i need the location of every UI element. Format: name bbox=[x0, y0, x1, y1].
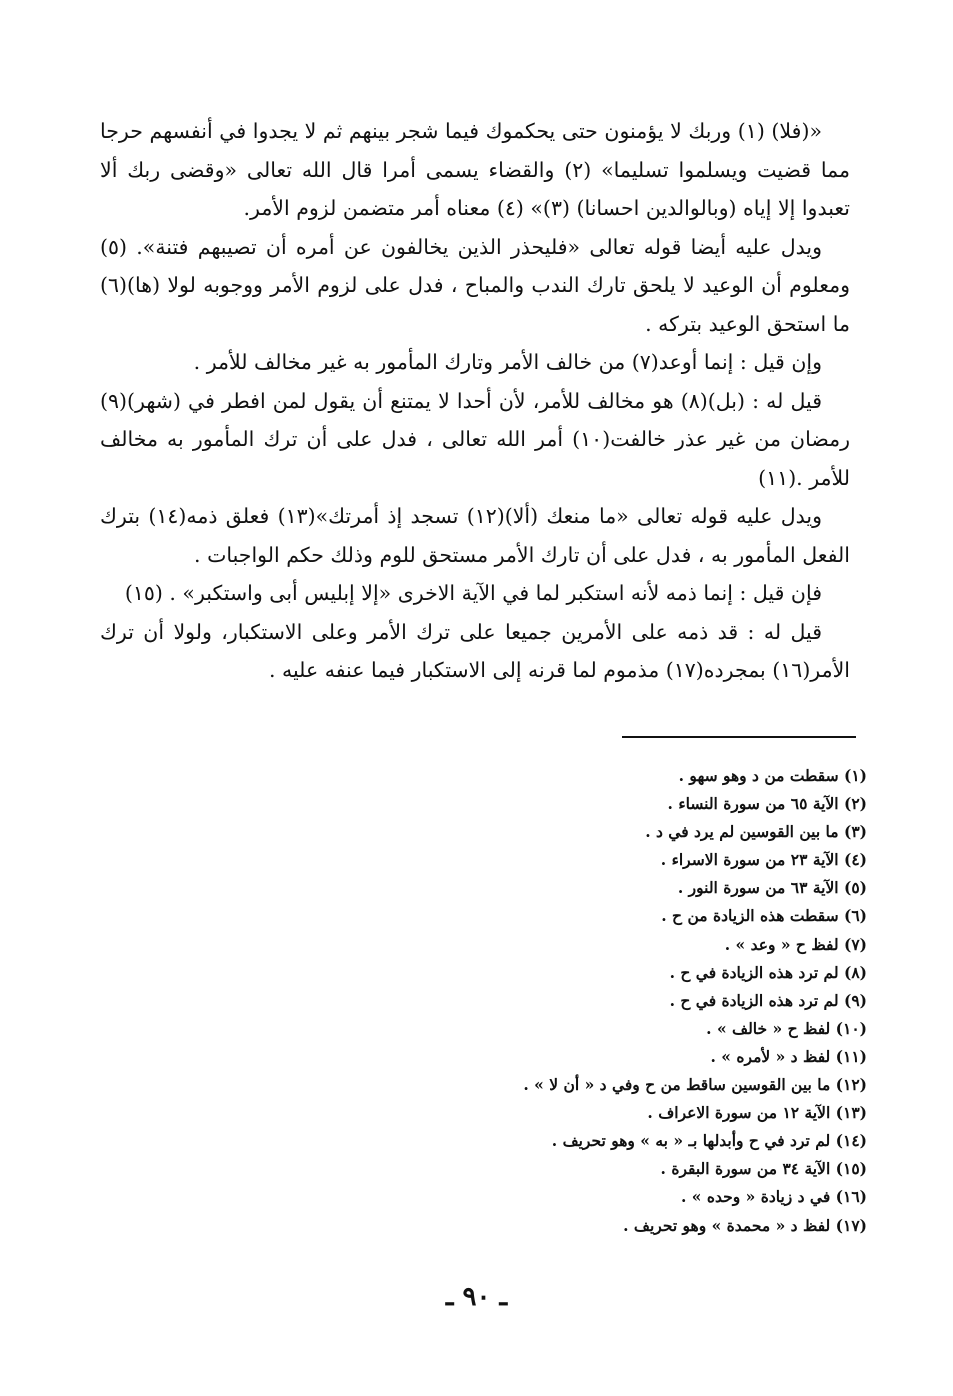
footnote-separator bbox=[622, 736, 856, 738]
page-number: ـ ٩٠ ـ bbox=[445, 1282, 508, 1312]
footnote: (١١) لفظ د « لأمره » . bbox=[710, 1046, 867, 1066]
footnote: (٢) الآية ٦٥ من سورة النساء . bbox=[667, 794, 867, 814]
footnote: (١٥) الآية ٣٤ من سورة البقرة . bbox=[660, 1159, 867, 1179]
footnote: (١٣) الآية ١٢ من سورة الاعراف . bbox=[647, 1103, 867, 1123]
footnote: (١) سقطت من د وهو سهو . bbox=[678, 766, 867, 785]
footnote: (١٢) ما بين القوسين ساقط من ح وفي د « أن لا » . bbox=[523, 1075, 867, 1095]
footnote: (٩) لم ترد هذه الزيادة في ح . bbox=[669, 990, 867, 1010]
footnote: (٦) سقطت هذه الزيادة من ح . bbox=[661, 906, 867, 926]
paragraph: فإن قيل : إنما ذمه لأنه استكبر لما في الآية الاخرى «إلا إبليس أبى واستكبر» . (١٥) bbox=[124, 581, 822, 605]
footnote: (١٦) في د زيادة « وحده » . bbox=[681, 1187, 867, 1207]
footnote: (١٠) لفظ ح « خالف » . bbox=[706, 1018, 867, 1038]
paragraph: «(فلا) (١) وربك لا يؤمنون حتى يحكموك فيما شجر بينهم ثم لا يجدوا في أنفسهم حرجا مما قضيت ويسلموا تسليما» (٢) والقضاء يسمى أمرا قال الله تعالى «وقضى ربك ألا تعبدوا إلا إياه (وبالوالدين احسانا) (٣)» (٤) معناه أمر متضمن لزوم الأمر. bbox=[100, 119, 850, 220]
paragraph: قيل له : قد ذمه على الأمرين جميعا على ترك الأمر وعلى الاستكبار، ولولا أن ترك الأمر(١٦) بمجرده(١٧) مذموم لما قرنه إلى الاستكبار فيما عنفه عليه . bbox=[100, 619, 850, 682]
paragraph: ويدل عليه أيضا قوله تعالى «فليحذر الذين يخالفون عن أمره أن تصيبهم فتنة». (٥) ومعلوم أن الوعيد لا يلحق تارك الندب والمباح ، فدل على لزوم الأمر ووجوبه لولا (ها)(٦) ما استحق الوعيد بتركه . bbox=[100, 234, 850, 336]
footnote: (٣) ما بين القوسين لم يرد في د . bbox=[645, 822, 867, 842]
paragraph: ويدل عليه قوله تعالى «ما منعك (ألا)(١٢) تسجد إذ أمرتك»(١٣) فعلق ذمه(١٤) بترك الفعل المأمور به ، فدل على أن تارك الأمر مستحق للوم وذلك حكم الواجبات . bbox=[100, 504, 850, 567]
footnote: (١٧) لفظ د « محمدة » وهو تحريف . bbox=[623, 1215, 867, 1235]
footnote: (٥) الآية ٦٣ من سورة النور . bbox=[677, 878, 867, 898]
footnote: (٧) لفظ ح « وعد » . bbox=[724, 934, 867, 954]
main-text bbox=[100, 112, 850, 690]
paragraph: وإن قيل : إنما أوعد(٧) من خالف الأمر وتارك المأمور به غير مخالف للأمر . bbox=[193, 350, 822, 374]
footnote: (١٤) لم ترد في ح وأبدلها بـ « به » وهو تحريف . bbox=[551, 1131, 867, 1151]
footnote: (٤) الآية ٢٣ من سورة الاسراء . bbox=[660, 850, 867, 870]
footnote: (٨) لم ترد هذه الزيادة في ح . bbox=[669, 962, 867, 982]
footnotes bbox=[347, 762, 867, 1240]
paragraph: قيل له : (بل)(٨) هو مخالف للأمر، لأن أحدا لا يمتنع أن يقول لمن افطر في (شهر)(٩) رمضان من غير عذر خالفت(١٠) أمر الله تعالى ، فدل على أن ترك المأمور به مخالف للأمر .(١١) bbox=[100, 388, 850, 490]
